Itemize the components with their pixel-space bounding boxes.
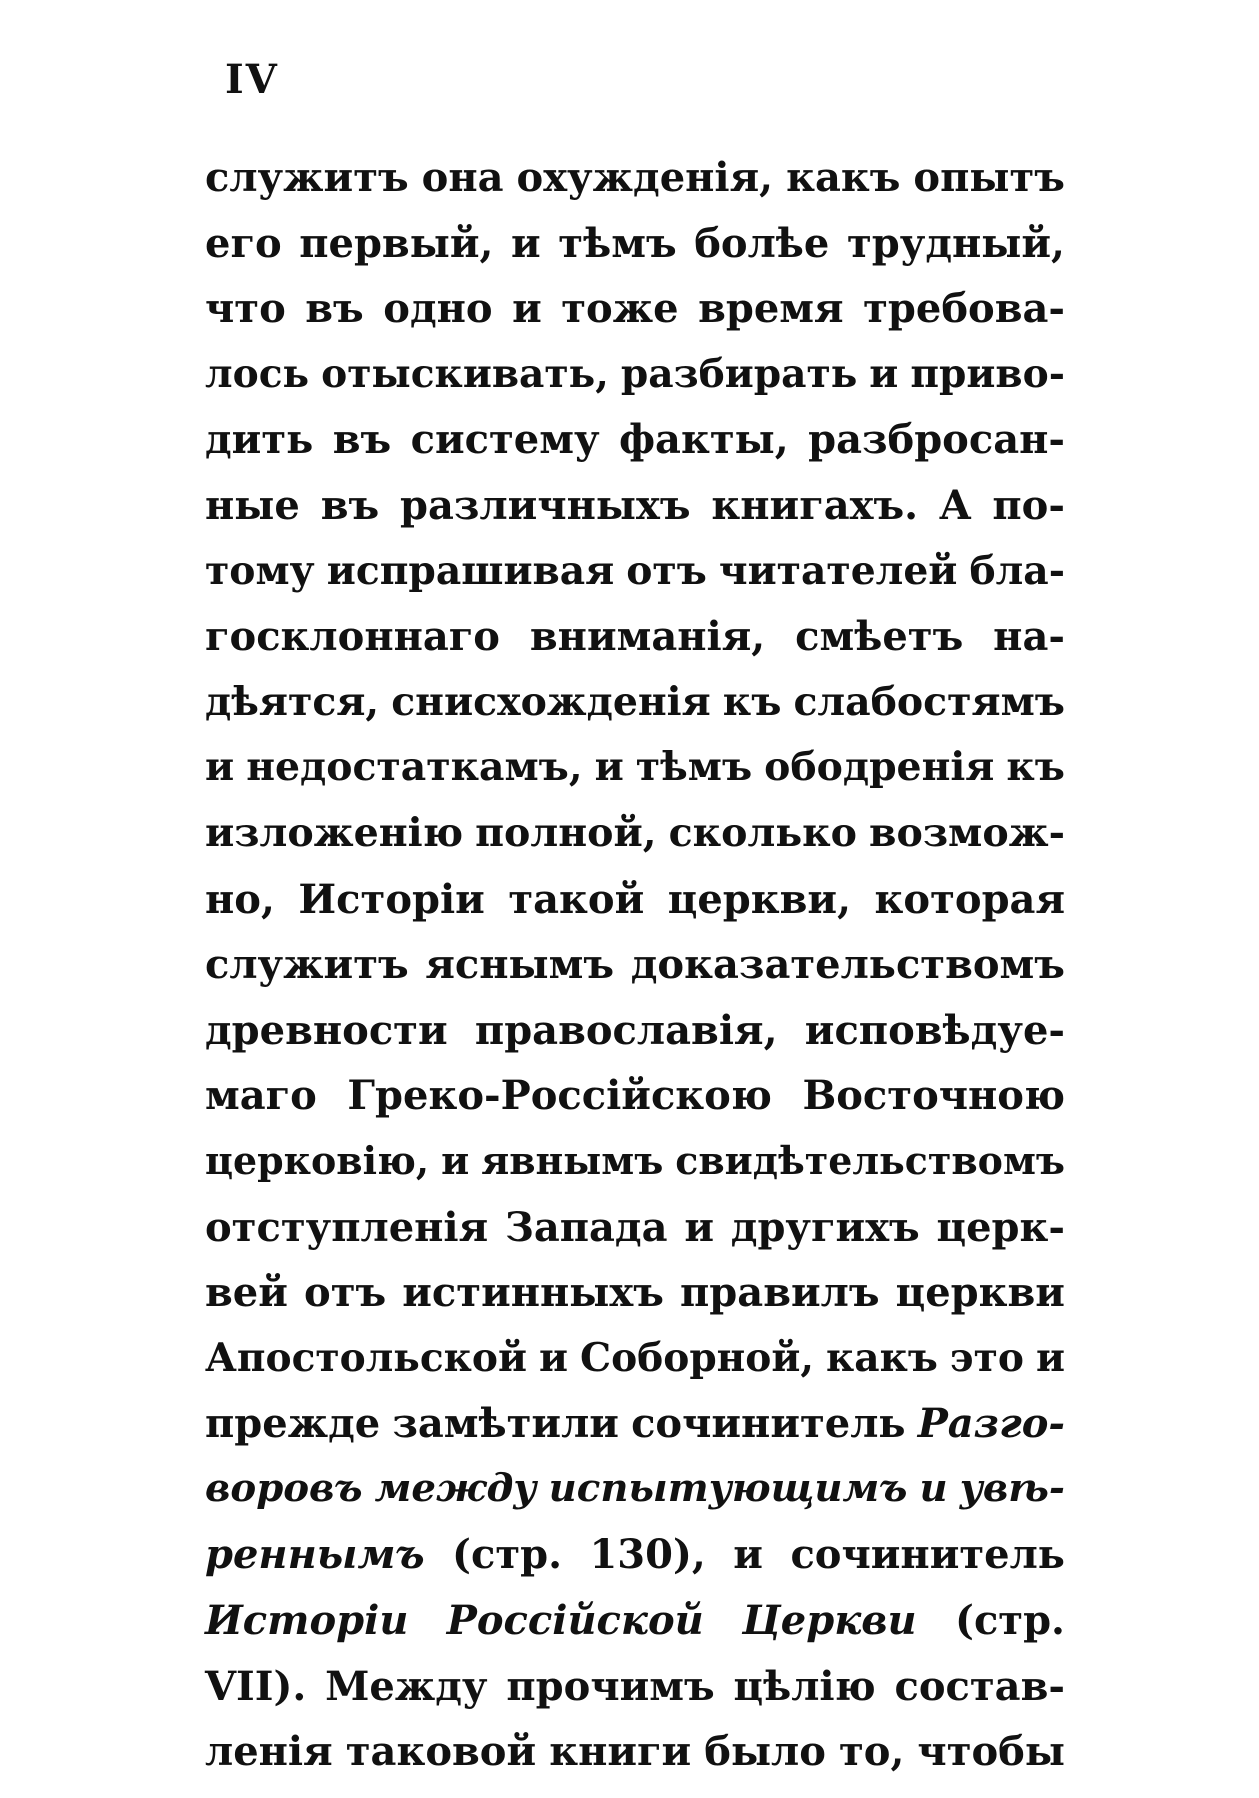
word: Восточною [802, 1072, 1065, 1120]
word: снисхожденія [391, 678, 711, 725]
word: и [684, 1203, 714, 1251]
word: истинныхъ [402, 1269, 664, 1317]
word: лось [205, 350, 310, 397]
word: одно [383, 285, 493, 333]
word: ные [205, 481, 300, 529]
text-line [205, 1662, 1065, 1733]
word: требова- [863, 285, 1065, 333]
word: изложенію [205, 809, 464, 856]
text-line [205, 350, 1065, 421]
word: Исторіи [205, 1597, 409, 1645]
text-line [205, 1006, 1065, 1077]
word: разбирать [620, 350, 858, 397]
word: которая [874, 875, 1065, 923]
word: исповѣдуе- [804, 1006, 1065, 1054]
word: отыскивать, [321, 350, 609, 397]
text-line [205, 1334, 1065, 1405]
text-line [205, 219, 1065, 290]
word: читателей [718, 547, 958, 594]
word: и [594, 744, 624, 791]
word: сочинитель [631, 1400, 906, 1448]
word: Соборной, [579, 1334, 815, 1381]
word: правилъ [680, 1269, 880, 1317]
word: и [512, 285, 542, 333]
word: маго [205, 1072, 317, 1120]
word: (стр. [452, 1531, 562, 1579]
word: она [421, 154, 504, 201]
text-line [205, 416, 1065, 486]
word: то, [838, 1728, 905, 1776]
word: по- [992, 481, 1065, 529]
text-line [205, 285, 1065, 355]
word: церкви, [667, 875, 852, 923]
word: отъ [626, 547, 707, 594]
word: между [374, 1465, 537, 1511]
word: православія, [474, 1006, 778, 1054]
word: болѣе [694, 219, 830, 267]
page-number: IV [225, 56, 279, 103]
word: свидѣтельствомъ [675, 1137, 1065, 1183]
text-line [205, 744, 1065, 814]
word: церкви [895, 1269, 1065, 1317]
word: Апостольской [205, 1334, 527, 1381]
word: церковію, [205, 1137, 430, 1183]
word: служитъ [205, 154, 409, 201]
text-line [205, 678, 1065, 749]
word: какъ [786, 154, 901, 201]
word: слабостямъ [793, 678, 1065, 725]
word: какъ [826, 1334, 938, 1381]
word: тому [205, 547, 315, 594]
word: и [733, 1531, 763, 1579]
word: и [441, 1137, 470, 1183]
word: его [205, 219, 282, 267]
word: церк- [936, 1203, 1065, 1251]
word: приво- [910, 350, 1065, 397]
word: полной, [475, 809, 657, 856]
word: книги [549, 1728, 692, 1776]
word: 130), [589, 1531, 706, 1579]
word: дить [205, 416, 314, 464]
word: въ [332, 416, 392, 464]
word: и [511, 219, 541, 267]
word: тѣмъ [558, 219, 677, 267]
word: въ [320, 481, 380, 529]
word: испрашивая [326, 547, 615, 594]
word: въ [305, 285, 364, 333]
text-line [205, 1400, 1065, 1470]
word: Запада [504, 1203, 668, 1251]
word: Церкви [742, 1597, 917, 1645]
text-line [205, 1137, 1065, 1208]
word: вниманія, [529, 613, 766, 661]
word: тоже [561, 285, 679, 333]
word: другихъ [730, 1203, 920, 1251]
text-line [205, 1465, 1065, 1536]
word: Исторіи [298, 875, 485, 923]
text-line [205, 1072, 1065, 1142]
text-line [205, 481, 1065, 552]
word: смѣетъ [795, 613, 964, 661]
word: сколько [668, 809, 858, 856]
word: цѣлію [733, 1662, 876, 1710]
word: трудный, [846, 219, 1065, 267]
word: различныхъ [400, 481, 691, 529]
word: Россійской [446, 1597, 704, 1645]
word: отступленія [205, 1203, 489, 1251]
word: VII). [205, 1662, 307, 1710]
text-line [205, 1728, 1065, 1798]
word: факты, [618, 416, 789, 464]
word: охужденія, [516, 154, 774, 201]
text-line [205, 547, 1065, 618]
word: вей [205, 1269, 288, 1317]
word: и [1035, 1334, 1065, 1381]
word: прочимъ [506, 1662, 715, 1710]
word: бла- [969, 547, 1065, 594]
word: (стр. [955, 1597, 1065, 1645]
word: замѣтили [392, 1400, 619, 1448]
text-line [205, 1203, 1065, 1274]
word: реннымъ [205, 1531, 425, 1579]
word: явнымъ [481, 1137, 664, 1183]
word: доказательствомъ [630, 941, 1065, 989]
word: Разго- [917, 1400, 1065, 1448]
text-line [205, 875, 1065, 946]
word: тѣмъ [635, 744, 753, 791]
word: первый, [299, 219, 494, 267]
word: испытующимъ [548, 1465, 908, 1511]
word: отъ [304, 1269, 387, 1317]
text-line [205, 1269, 1065, 1339]
word: Греко-Россійскою [347, 1072, 772, 1120]
word: Между [325, 1662, 488, 1710]
word: госклоннаго [205, 613, 500, 661]
word: таковой [345, 1728, 537, 1776]
text-line [205, 154, 1065, 224]
word: и [869, 350, 899, 397]
word: на- [993, 613, 1065, 661]
word: что [205, 285, 286, 333]
word: къ [722, 678, 782, 725]
text-line [205, 809, 1065, 880]
word: воровъ [205, 1465, 363, 1511]
word: разбросан- [808, 416, 1065, 464]
word: возмож- [869, 809, 1065, 856]
word: и [538, 1334, 568, 1381]
word: чтобы [917, 1728, 1065, 1776]
text-line [205, 1531, 1065, 1601]
text-line [205, 941, 1065, 1011]
word: опытъ [913, 154, 1065, 201]
word: состав- [894, 1662, 1065, 1710]
text-line [205, 1597, 1065, 1667]
body-text [205, 154, 1065, 1798]
word: недостаткамъ, [246, 744, 583, 791]
word: это [949, 1334, 1024, 1381]
word: служитъ [205, 941, 409, 989]
word: но, [205, 875, 275, 923]
word: дѣятся, [205, 678, 380, 725]
word: было [704, 1728, 826, 1776]
word: къ [1006, 744, 1065, 791]
word: и [919, 1465, 948, 1511]
word: прежде [205, 1400, 381, 1448]
word: увѣ- [959, 1465, 1065, 1511]
word: книгахъ. [711, 481, 919, 529]
word: время [698, 285, 844, 333]
text-line [205, 613, 1065, 683]
word: такой [508, 875, 645, 923]
word: и [205, 744, 235, 791]
word: яснымъ [425, 941, 615, 989]
word: ленія [205, 1728, 333, 1776]
word: сочинитель [790, 1531, 1065, 1579]
word: ободренія [764, 744, 995, 791]
word: древности [205, 1006, 448, 1054]
word: систему [410, 416, 600, 464]
word: А [938, 481, 972, 529]
